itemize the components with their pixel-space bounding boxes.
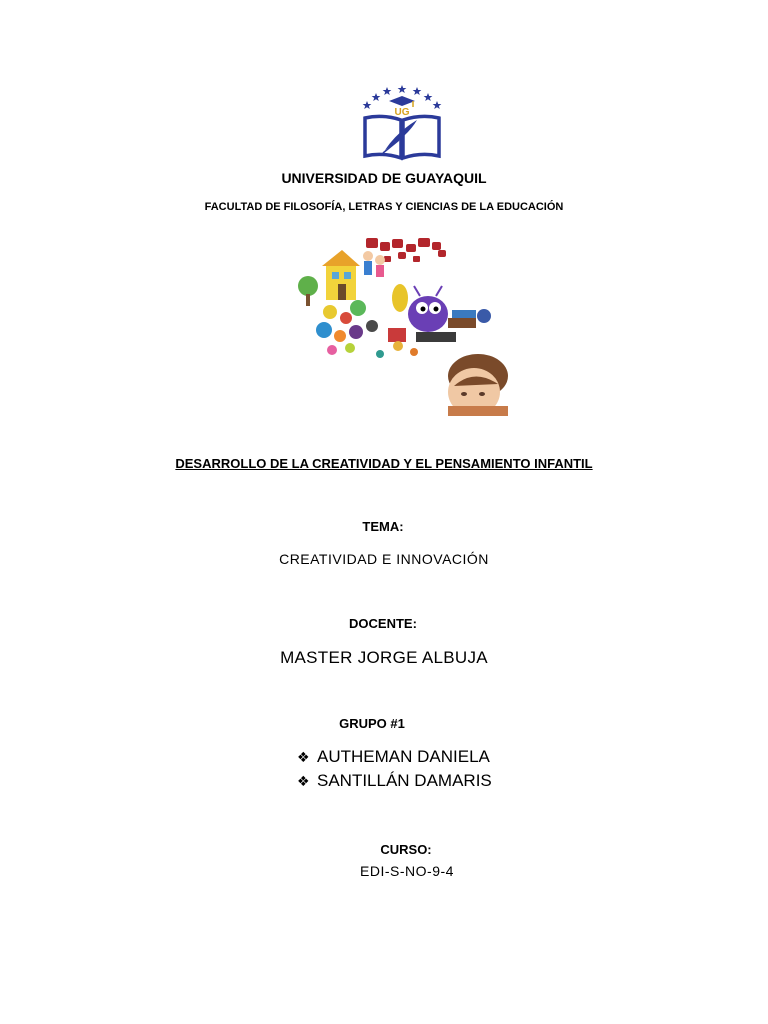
creativity-illustration	[288, 236, 508, 416]
university-logo	[357, 82, 447, 162]
list-item	[297, 769, 492, 793]
list-item	[297, 745, 492, 769]
member-name: AUTHEMAN DANIELA	[317, 747, 490, 766]
tema-value: CREATIVIDAD E INNOVACIÓN	[279, 551, 489, 567]
tema-label: TEMA:	[362, 519, 404, 534]
faculty-name: FACULTAD DE FILOSOFÍA, LETRAS Y CIENCIAS DE LA EDUCACIÓN	[204, 201, 564, 213]
logo-letters: UG	[394, 107, 410, 118]
diamond-bullet-icon: ❖	[297, 749, 310, 765]
university-name: UNIVERSIDAD DE GUAYAQUIL	[281, 170, 487, 186]
group-members-list	[297, 745, 492, 793]
diamond-bullet-icon: ❖	[297, 773, 310, 789]
grupo-label: GRUPO #1	[339, 716, 405, 731]
curso-label: CURSO:	[380, 842, 432, 857]
member-name: SANTILLÁN DAMARIS	[317, 771, 492, 790]
curso-value: EDI-S-NO-9-4	[360, 863, 454, 879]
docente-label: DOCENTE:	[349, 616, 417, 631]
subject-title: DESARROLLO DE LA CREATIVIDAD Y EL PENSAMIENTO INFANTIL	[175, 456, 593, 471]
docente-value: MASTER JORGE ALBUJA	[280, 648, 488, 667]
